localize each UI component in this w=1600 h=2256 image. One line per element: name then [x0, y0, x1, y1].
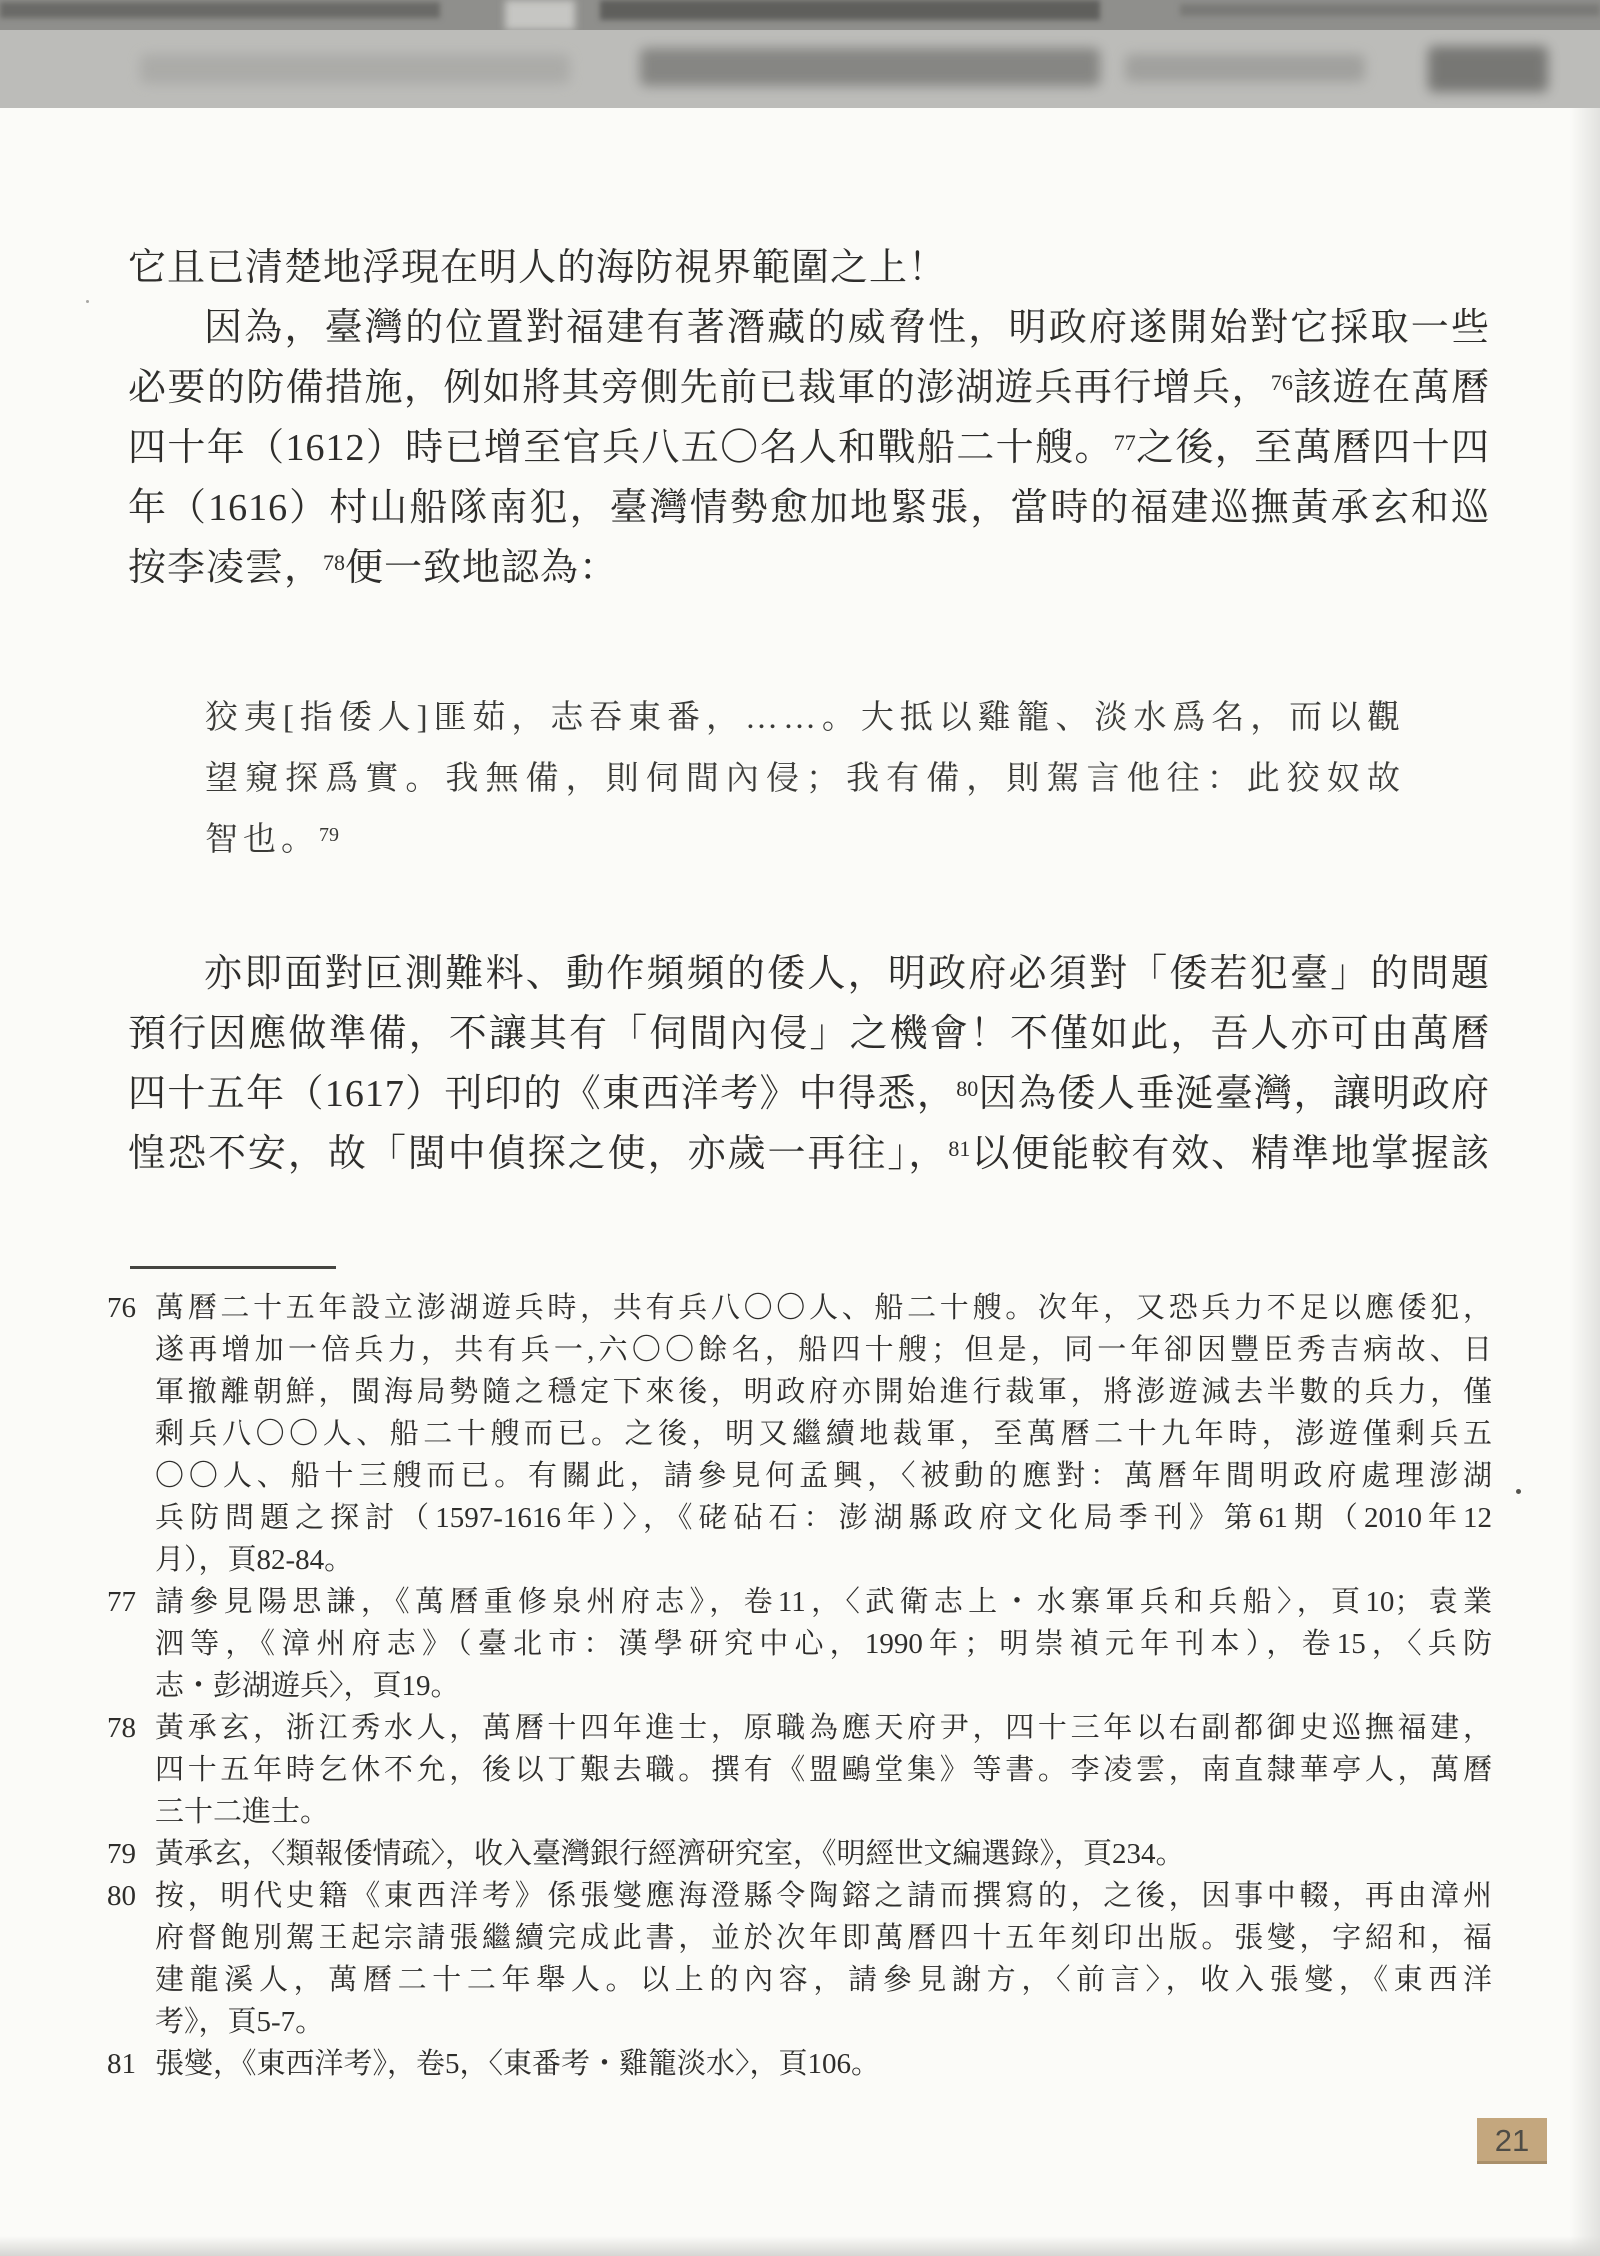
scan-noise — [140, 54, 570, 84]
scan-noise — [600, 0, 1100, 20]
text-line — [128, 1124, 1490, 1184]
footnote-line: 剩兵八〇〇人、船二十艘而已。之後，明又繼續地裁軍，至萬曆二十九年時，澎遊僅剩兵五 — [155, 1418, 1492, 1450]
footnote-ref-79: 79 — [319, 824, 339, 846]
footnote-line: 三十二進士。 — [155, 1796, 330, 1828]
line-text: 之後，至萬曆四十四 — [1135, 427, 1490, 469]
quote-line — [205, 688, 1405, 749]
footnotes-section — [107, 1287, 1492, 2085]
paragraph-2 — [128, 944, 1490, 1184]
footnote-line: 黃承玄，浙江秀水人，萬曆十四年進士，原職為應天府尹，四十三年以右副都御史巡撫福建， — [155, 1712, 1492, 1744]
footnote-76 — [107, 1287, 1492, 1581]
footnote-line: 建龍溪人，萬曆二十二年舉人。以上的內容，請參見謝方，〈前言〉，收入張燮，《東西洋 — [155, 1964, 1492, 1996]
scan-noise — [640, 48, 1100, 86]
text-line — [128, 1064, 1490, 1124]
text-line — [128, 538, 1490, 598]
footnote-line: 志・彭湖遊兵〉，頁19。 — [155, 1670, 460, 1702]
text-line — [128, 478, 1490, 538]
footnote-ref-77: 77 — [1113, 430, 1136, 455]
line-text: 狡夷[指倭人]匪茹，志吞東番，……。大抵以雞籠、淡水爲名，而以觀 — [205, 700, 1405, 736]
page-number: 21 — [1494, 2123, 1530, 2158]
footnote-number: 79 — [107, 1838, 136, 1870]
page-number-badge — [1477, 2118, 1547, 2164]
line-text: 望窺探爲實。我無備，則伺間內侵；我有備，則駕言他往：此狡奴故 — [205, 761, 1405, 797]
scan-noise — [1428, 46, 1548, 92]
line-text: 它且已清楚地浮現在明人的海防視界範圍之上！ — [128, 247, 948, 289]
scan-noise — [505, 0, 575, 30]
paragraph-1 — [128, 238, 1490, 598]
footnote-line: 考》，頁5-7。 — [155, 2006, 325, 2038]
footnote-line: 泗等，《漳州府志》（臺北市：漢學研究中心，1990年；明崇禎元年刊本），卷15，〈兵防 — [155, 1628, 1492, 1660]
footnote-line: 黃承玄，〈類報倭情疏〉，收入臺灣銀行經濟研究室，《明經世文編選錄》，頁234。 — [155, 1838, 1185, 1870]
line-text: 惶恐不安，故「閩中偵探之使，亦歲一再往」， — [128, 1133, 949, 1175]
footnote-separator — [130, 1266, 336, 1269]
footnote-79 — [107, 1833, 1492, 1875]
scan-artifact-top-band — [0, 0, 1600, 30]
line-text: 四十年（1612）時已增至官兵八五〇名人和戰船二十艘。 — [128, 427, 1114, 469]
footnote-ref-81: 81 — [948, 1136, 971, 1161]
line-text: 便一致地認為： — [345, 547, 619, 589]
scan-speck — [86, 300, 89, 303]
footnote-81 — [107, 2043, 1492, 2085]
footnote-ref-78: 78 — [323, 550, 346, 575]
quote-line — [205, 749, 1405, 810]
footnote-number: 77 — [107, 1586, 136, 1618]
footnote-line: 府督飽別駕王起宗請張繼續完成此書，並於次年即萬曆四十五年刻印出版。張燮，字紹和，福 — [155, 1922, 1492, 1954]
line-text: 四十五年（1617）刊印的《東西洋考》中得悉， — [128, 1073, 957, 1115]
footnote-line: 〇〇人、船十三艘而已。有關此，請參見何孟興，〈被動的應對：萬曆年間明政府處理澎湖 — [155, 1460, 1492, 1492]
line-text: 亦即面對叵測難料、動作頻頻的倭人，明政府必須對「倭若犯臺」的問題 — [204, 953, 1490, 995]
text-line — [128, 358, 1490, 418]
footnote-ref-80: 80 — [956, 1076, 979, 1101]
footnote-ref-76: 76 — [1270, 370, 1293, 395]
scan-noise — [1180, 4, 1600, 16]
text-line — [128, 1004, 1490, 1064]
footnote-number: 76 — [107, 1292, 136, 1324]
line-text: 預行因應做準備，不讓其有「伺間內侵」之機會！不僅如此，吾人亦可由萬曆 — [128, 1013, 1490, 1055]
footnote-line: 按，明代史籍《東西洋考》係張燮應海澄縣令陶鎔之請而撰寫的，之後，因事中輟，再由漳州 — [155, 1880, 1492, 1912]
scan-noise — [1125, 54, 1365, 82]
scan-artifact-upper-band — [0, 30, 1600, 108]
quote-line — [205, 810, 1405, 871]
footnote-line: 兵防問題之探討（1597-1616年）〉，《硓砧石：澎湖縣政府文化局季刊》第61期（2010年12 — [155, 1502, 1492, 1534]
line-text: 必要的防備措施，例如將其旁側先前已裁軍的澎湖遊兵再行增兵， — [128, 367, 1271, 409]
footnote-line: 月），頁82-84。 — [155, 1544, 354, 1576]
line-text: 年（1616）村山船隊南犯，臺灣情勢愈加地緊張，當時的福建巡撫黃承玄和巡 — [128, 487, 1490, 529]
line-text: 因為倭人垂涎臺灣，讓明政府 — [978, 1073, 1490, 1115]
scan-noise — [0, 2, 440, 18]
footnote-number: 80 — [107, 1880, 136, 1912]
page-edge-shadow-bottom — [0, 2236, 1600, 2256]
footnote-line: 遂再增加一倍兵力，共有兵一,六〇〇餘名，船四十艘；但是，同一年卻因豐臣秀吉病故、日 — [155, 1334, 1492, 1366]
line-text: 按李凌雲， — [128, 547, 324, 589]
scan-speck — [1516, 1489, 1521, 1494]
footnote-line: 萬曆二十五年設立澎湖遊兵時，共有兵八〇〇人、船二十艘。次年，又恐兵力不足以應倭犯， — [155, 1292, 1492, 1324]
footnote-80 — [107, 1875, 1492, 2043]
footnote-line: 軍撤離朝鮮，閩海局勢隨之穩定下來後，明政府亦開始進行裁軍，將澎遊減去半數的兵力，僅 — [155, 1376, 1492, 1408]
line-text: 智也。 — [205, 822, 319, 858]
footnote-78 — [107, 1707, 1492, 1833]
footnote-line: 四十五年時乞休不允，後以丁艱去職。撰有《盟鷗堂集》等書。李凌雲，南直隸華亭人，萬曆 — [155, 1754, 1492, 1786]
text-line — [128, 418, 1490, 478]
text-line — [128, 238, 1490, 298]
line-text: 因為，臺灣的位置對福建有著潛藏的威脅性，明政府遂開始對它採取一些 — [204, 307, 1490, 349]
line-text: 以便能較有效、精準地掌握該 — [970, 1133, 1490, 1175]
footnote-line: 張燮，《東西洋考》，卷5，〈東番考・雞籠淡水〉，頁106。 — [155, 2048, 881, 2080]
page-edge-shadow-right — [1570, 108, 1600, 2256]
quote-block — [205, 688, 1405, 871]
footnote-number: 81 — [107, 2048, 136, 2080]
text-line — [128, 298, 1490, 358]
footnote-number: 78 — [107, 1712, 136, 1744]
footnote-line: 請參見陽思謙，《萬曆重修泉州府志》，卷11，〈武衛志上・水寨軍兵和兵船〉，頁10；袁業 — [155, 1586, 1492, 1618]
text-line — [128, 944, 1490, 1004]
footnote-77 — [107, 1581, 1492, 1707]
line-text: 該遊在萬曆 — [1292, 367, 1490, 409]
